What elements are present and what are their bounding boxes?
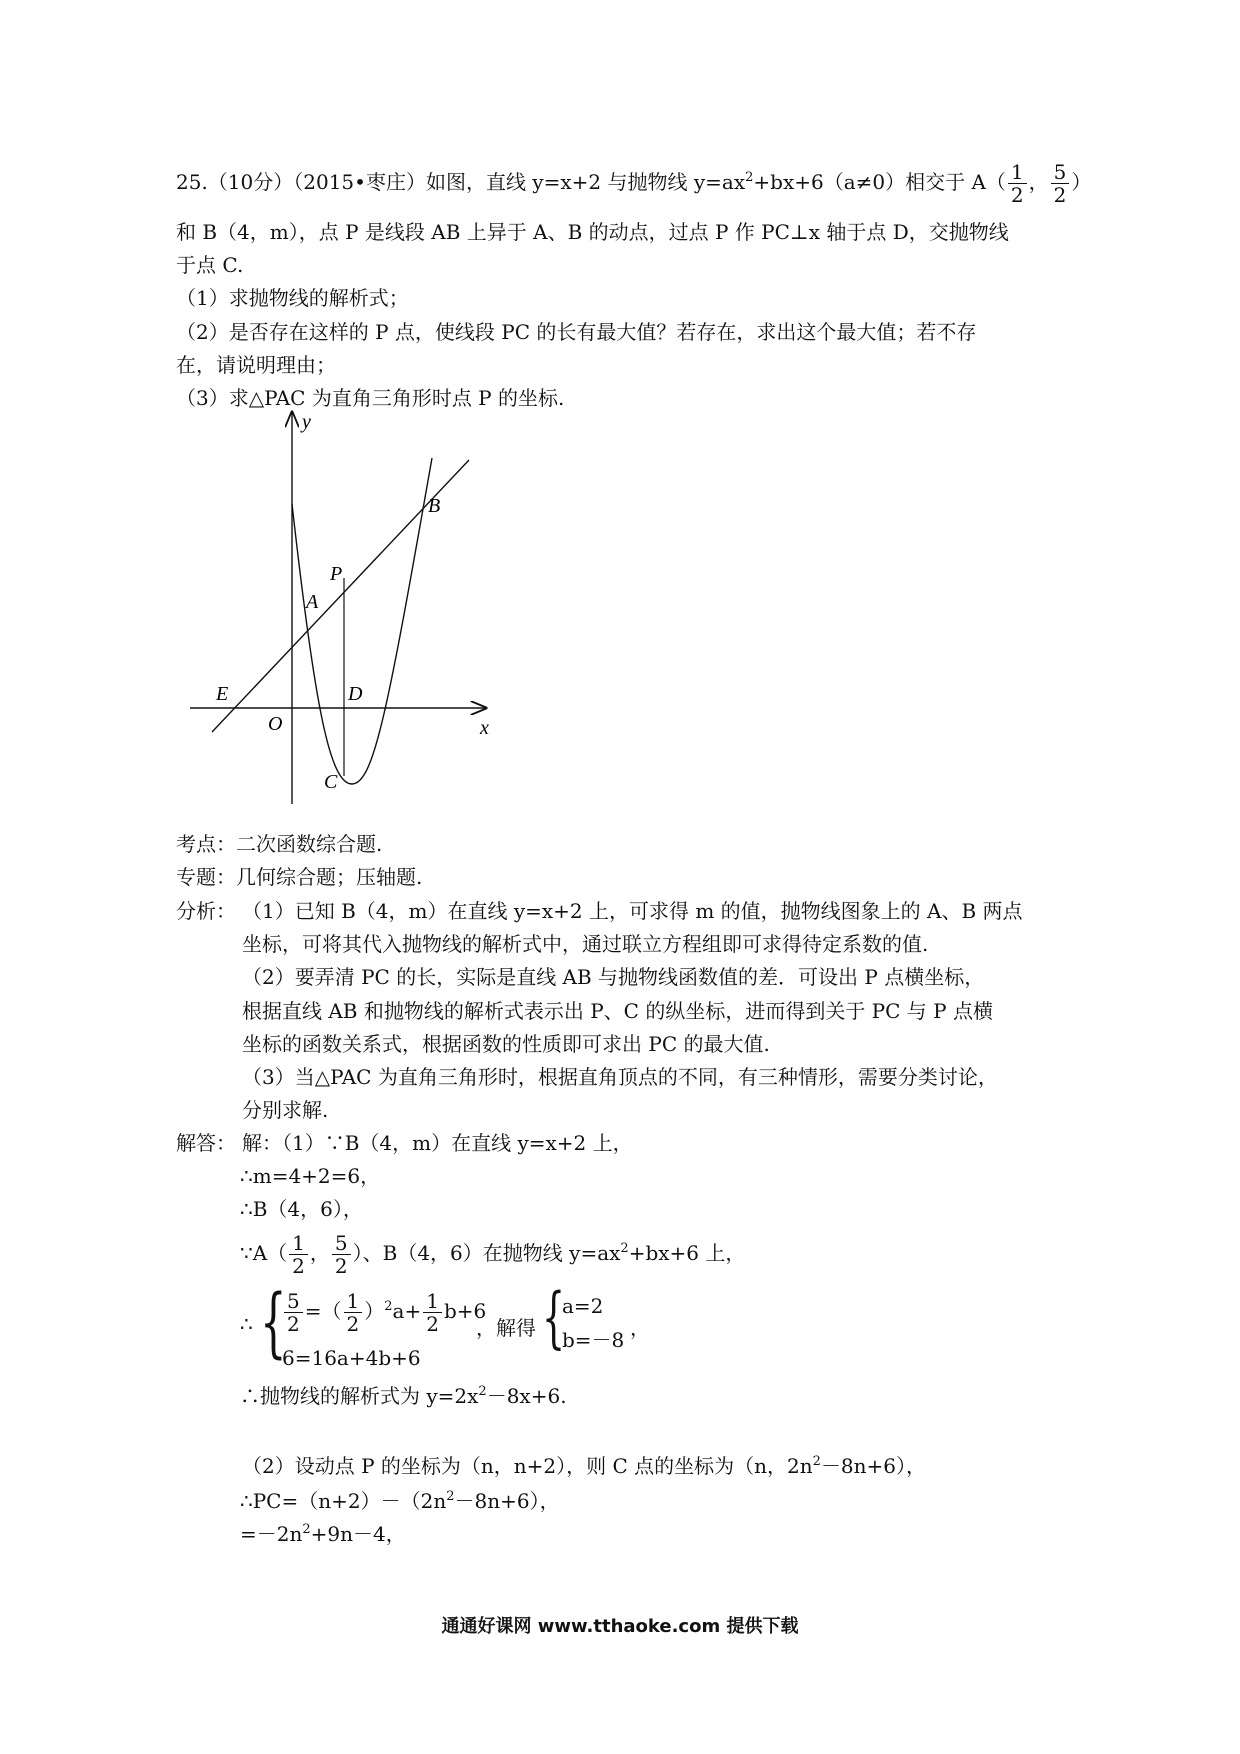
- separator: ，: [309, 1241, 330, 1265]
- analysis-line-7: 分别求解.: [242, 1098, 329, 1122]
- analysis-line-1: （1）已知 B（4，m）在直线 y=x+2 上，可求得 m 的值，抛物线图象上的 A、B 两点: [242, 899, 1023, 923]
- label-x: x: [480, 717, 489, 739]
- equation-1: [282, 1290, 486, 1335]
- numerator: 1: [423, 1290, 442, 1313]
- comma: ，: [630, 1316, 650, 1340]
- question-2b: 在，请说明理由；: [176, 353, 336, 377]
- solution-line-4: [240, 1228, 745, 1278]
- question-2a: （2）是否存在这样的 P 点，使线段 PC 的长有最大值？若存在，求出这个最大值；若不存: [176, 320, 977, 344]
- denominator: 2: [426, 1312, 439, 1336]
- solution-text: =－2n: [240, 1522, 303, 1546]
- numerator: 5: [332, 1232, 351, 1255]
- part2-line-1: [242, 1452, 926, 1480]
- denominator: 2: [292, 1254, 305, 1278]
- eq-text: ）: [364, 1299, 385, 1323]
- equation-system: [240, 1277, 660, 1374]
- result-b: b=－8: [562, 1328, 625, 1352]
- part2-line-3: [240, 1520, 406, 1548]
- analysis-line-4: 根据直线 AB 和抛物线的解析式表示出 P、C 的纵坐标，进而得到关于 PC 与 P 点横: [242, 999, 993, 1023]
- parabola-line-figure: [180, 408, 500, 808]
- solve-label: ，解得: [476, 1316, 536, 1340]
- separator: ，: [1028, 170, 1049, 194]
- solution-label: 解答：: [176, 1131, 236, 1155]
- numerator: 1: [1008, 161, 1027, 184]
- solution-line-1: 解：（1）∵B（4，m）在直线 y=x+2 上，: [242, 1131, 633, 1155]
- problem-line-1: [176, 161, 1091, 206]
- label-d: D: [348, 683, 363, 705]
- analysis-line-3: （2）要弄清 PC 的长，实际是直线 AB 与抛物线函数值的差．可设出 P 点横坐标，: [242, 965, 985, 989]
- exponent: 2: [384, 1299, 393, 1314]
- fraction-ax: [344, 1290, 363, 1335]
- question-1: （1）求抛物线的解析式；: [176, 286, 409, 310]
- analysis-line-6: （3）当△PAC 为直角三角形时，根据直角顶点的不同，有三种情形，需要分类讨论，: [242, 1065, 998, 1089]
- exponent: 2: [446, 1489, 455, 1504]
- solution-text: ∴PC=（n+2）－（2n: [240, 1489, 447, 1513]
- result-a: a=2: [562, 1294, 604, 1318]
- denominator: 2: [287, 1312, 300, 1336]
- solution-line-6: [240, 1382, 567, 1410]
- problem-line-2: 和 B（4，m），点 P 是线段 AB 上异于 A、B 的动点，过点 P 作 PC⊥x 轴于点 D，交抛物线: [176, 220, 1009, 244]
- eq-text: a+: [392, 1299, 422, 1323]
- denominator: 2: [1053, 183, 1067, 207]
- problem-text: 25.（10分）（2015•枣庄）如图，直线 y=x+2 与抛物线 y=ax: [176, 170, 746, 194]
- numerator: 1: [289, 1232, 308, 1255]
- numerator: 5: [1051, 161, 1070, 184]
- denominator: 2: [346, 1312, 360, 1336]
- solution-text: －8x+6.: [486, 1384, 567, 1408]
- fraction-ay: [284, 1290, 303, 1335]
- label-b: B: [428, 495, 441, 517]
- numerator: 5: [284, 1290, 303, 1313]
- part2-line-2: [240, 1487, 560, 1515]
- kaodian: 考点：二次函数综合题.: [176, 832, 383, 856]
- solution-text: （2）设动点 P 的坐标为（n，n+2），则 C 点的坐标为（n，2n: [242, 1454, 813, 1478]
- fraction-half: [423, 1290, 442, 1335]
- denominator: 2: [1010, 183, 1024, 207]
- analysis-line-2: 坐标，可将其代入抛物线的解析式中，通过联立方程组即可求得待定系数的值.: [242, 932, 929, 956]
- denominator: 2: [334, 1254, 348, 1278]
- problem-text: +bx+6（a≠0）相交于 A（: [753, 170, 1006, 194]
- analysis-line-5: 坐标的函数关系式，根据函数的性质即可求出 PC 的最大值.: [242, 1032, 770, 1056]
- solution-line-2: ∴m=4+2=6，: [240, 1164, 381, 1188]
- eq-text: b+6: [443, 1299, 487, 1323]
- therefore-symbol: ∴: [240, 1312, 253, 1336]
- question-3: （3）求△PAC 为直角三角形时点 P 的坐标.: [176, 386, 565, 410]
- exponent: 2: [478, 1384, 487, 1399]
- exponent: 2: [745, 170, 754, 185]
- solution-text: ∵A（: [240, 1241, 288, 1265]
- close-paren: ）: [1071, 170, 1092, 194]
- solution-text: －8n+6），: [820, 1454, 927, 1478]
- exponent: 2: [812, 1454, 821, 1469]
- zhuanti: 专题：几何综合题；压轴题.: [176, 865, 423, 889]
- result-brace: {: [542, 1279, 566, 1356]
- parabola-curve: [292, 458, 432, 784]
- fraction-ax: [289, 1232, 308, 1277]
- left-brace: {: [260, 1277, 287, 1366]
- eq-text: =（: [304, 1299, 342, 1323]
- fraction-ax: [1008, 161, 1027, 206]
- footer-watermark: 通通好课网 www.tthaoke.com 提供下载: [441, 1616, 799, 1637]
- equation-2: 6=16a+4b+6: [282, 1346, 421, 1370]
- solution-text: ）、B（4，6）在抛物线 y=ax: [352, 1241, 621, 1265]
- problem-line-3: 于点 C.: [176, 253, 244, 277]
- label-p: P: [330, 563, 343, 585]
- exponent: 2: [302, 1522, 311, 1537]
- fraction-ay: [332, 1232, 351, 1277]
- fraction-ay: [1051, 161, 1070, 206]
- label-y: y: [302, 411, 311, 433]
- label-a: A: [306, 591, 319, 613]
- exponent: 2: [620, 1241, 629, 1256]
- solution-line-3: ∴B（4，6），: [240, 1197, 363, 1221]
- solution-text: ∴抛物线的解析式为 y=2x: [240, 1384, 479, 1408]
- solution-text: +bx+6 上，: [628, 1241, 746, 1265]
- solution-text: +9n－4，: [310, 1522, 406, 1546]
- analysis-label: 分析：: [176, 899, 236, 923]
- numerator: 1: [344, 1290, 363, 1313]
- label-c: C: [324, 771, 338, 793]
- label-e: E: [216, 683, 229, 705]
- solution-text: －8n+6），: [454, 1489, 560, 1513]
- label-o: O: [268, 713, 283, 735]
